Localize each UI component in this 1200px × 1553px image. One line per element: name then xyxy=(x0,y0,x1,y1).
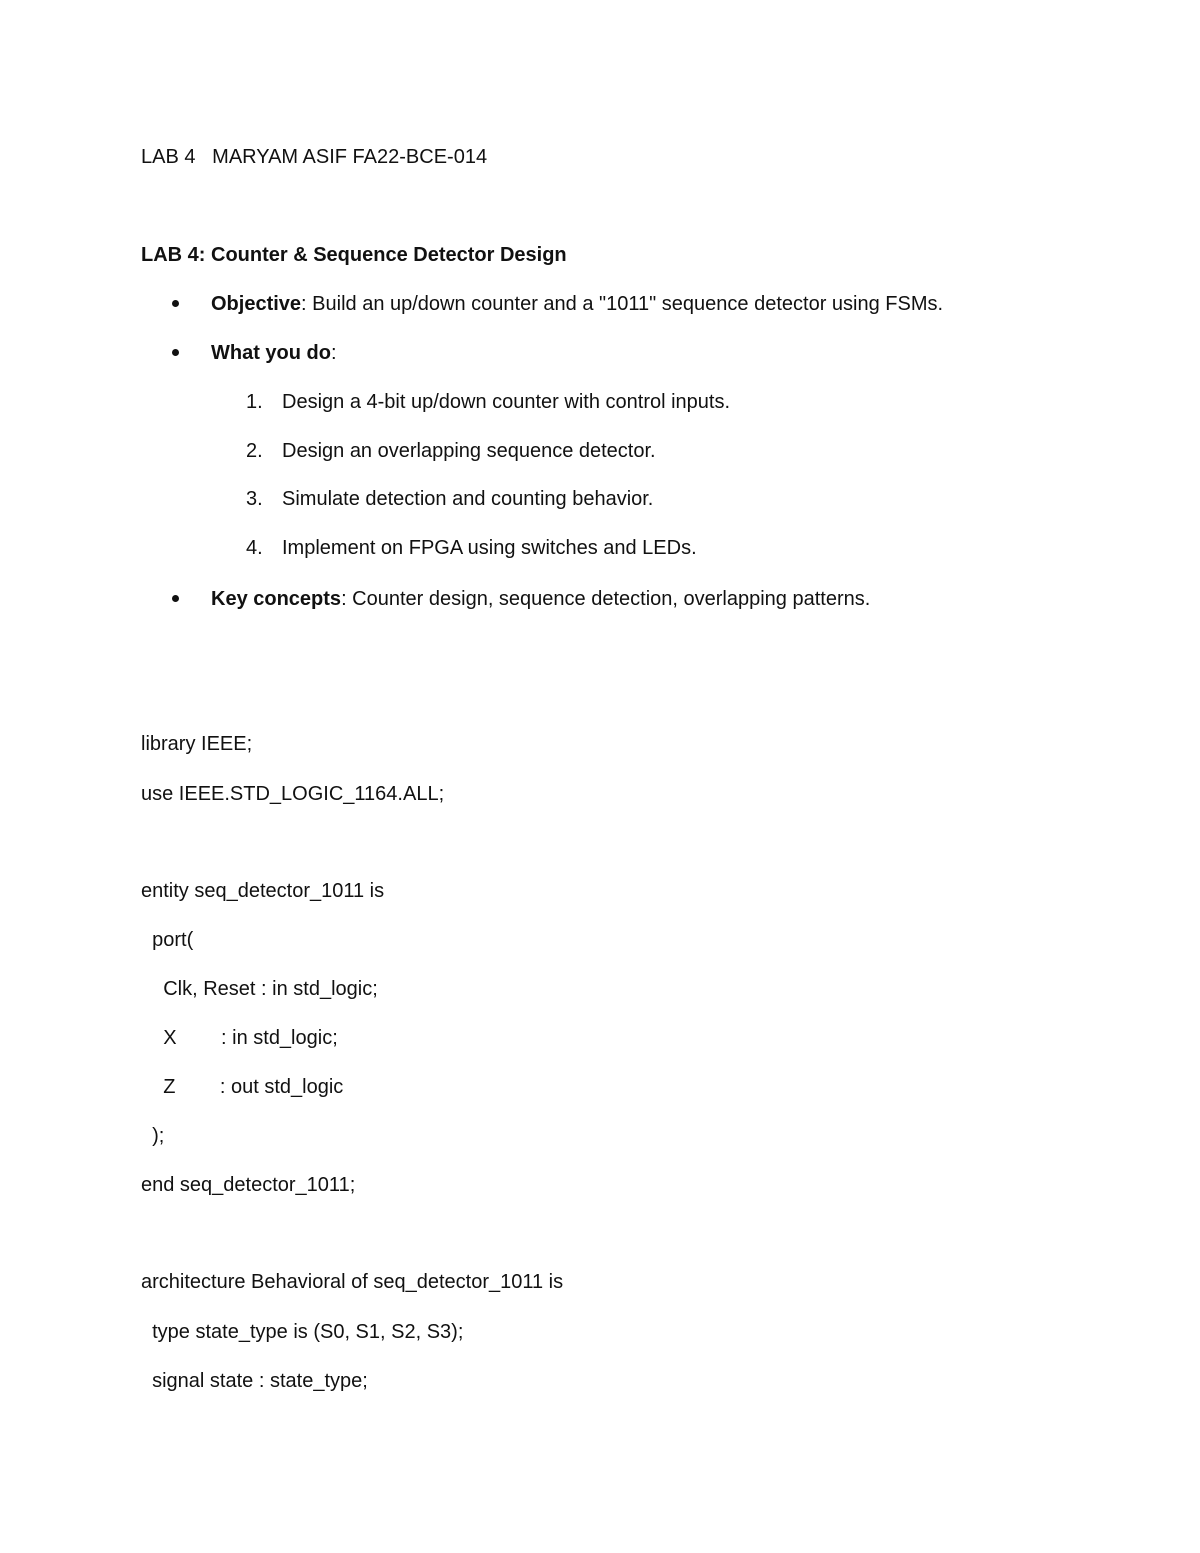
code-line: X : in std_logic; xyxy=(141,1027,338,1049)
whatyoudo-colon: : xyxy=(330,342,337,364)
code-line: Clk, Reset : in std_logic; xyxy=(141,978,378,1000)
keyconcepts-text: : Counter design, sequence detection, overlapping patterns. xyxy=(341,588,871,610)
code-line: Z : out std_logic xyxy=(141,1076,344,1098)
objective-text: : Build an up/down counter and a "1011" sequence detector using FSMs. xyxy=(301,293,944,315)
step-text: Design a 4-bit up/down counter with control inputs. xyxy=(282,391,731,413)
objective-item xyxy=(211,292,943,316)
step-number: 2. xyxy=(246,440,263,462)
keyconcepts-label: Key concepts xyxy=(211,588,342,610)
code-line: entity seq_detector_1011 is xyxy=(141,880,385,902)
whatyoudo-label: What you do xyxy=(211,342,331,364)
code-line: architecture Behavioral of seq_detector_1011 is xyxy=(141,1271,564,1293)
step-text: Design an overlapping sequence detector. xyxy=(282,440,656,462)
code-line: use IEEE.STD_LOGIC_1164.ALL; xyxy=(141,783,445,805)
step-text: Implement on FPGA using switches and LEDs. xyxy=(282,537,697,559)
code-line: library IEEE; xyxy=(141,733,253,755)
lab-title: LAB 4: Counter & Sequence Detector Design xyxy=(141,244,567,266)
bullet-dot xyxy=(172,349,179,356)
keyconcepts-item xyxy=(211,587,870,611)
code-line: type state_type is (S0, S1, S2, S3); xyxy=(141,1321,464,1343)
code-line: port( xyxy=(141,929,194,951)
whatyoudo-item xyxy=(211,341,337,365)
objective-label: Objective xyxy=(211,293,302,315)
step-number: 4. xyxy=(246,537,263,559)
bullet-dot xyxy=(172,300,179,307)
code-line: end seq_detector_1011; xyxy=(141,1174,356,1196)
step-number: 1. xyxy=(246,391,263,413)
code-line: ); xyxy=(141,1125,165,1147)
bullet-dot xyxy=(172,595,179,602)
step-number: 3. xyxy=(246,488,263,510)
step-text: Simulate detection and counting behavior. xyxy=(282,488,654,510)
code-line: signal state : state_type; xyxy=(141,1370,368,1392)
header-student: MARYAM ASIF FA22-BCE-014 xyxy=(212,146,488,168)
doc-header xyxy=(141,145,487,169)
header-lab: LAB 4 xyxy=(141,146,196,168)
